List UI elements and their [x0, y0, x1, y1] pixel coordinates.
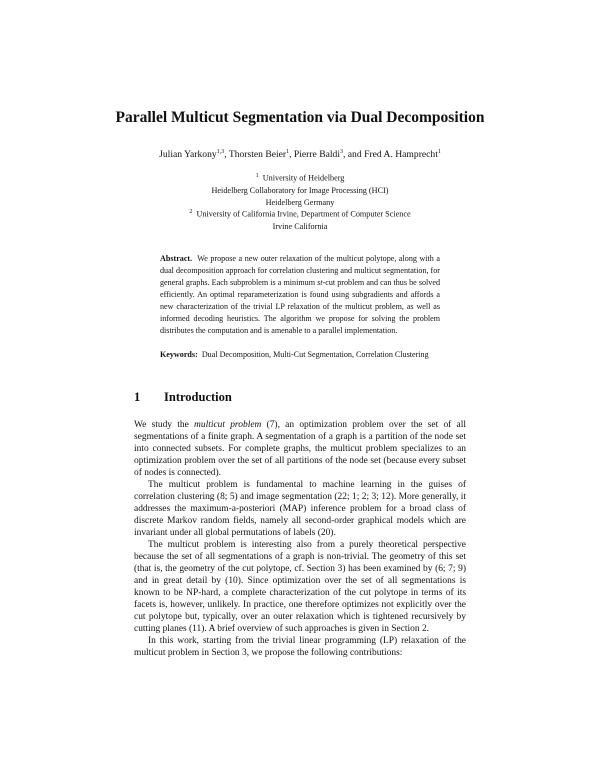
affiliation-line: Heidelberg Collaboratory for Image Processing (HCI): [211, 185, 389, 195]
affiliation-1: [0, 170, 600, 209]
abstract-text: We propose a new outer relaxation of the multicut polytope, along with a dual decomposition approach for correlation clustering and multicut segmentation, for general graphs. Each subproblem is a minimum: [160, 254, 440, 287]
author-list: [0, 149, 600, 160]
affiliation-line: Irvine California: [272, 221, 328, 231]
author-affiliation-mark: 1: [286, 149, 290, 155]
author-separator: ,: [224, 149, 229, 161]
body-text: [134, 419, 466, 659]
section-title: Introduction: [164, 390, 232, 404]
paragraph: [134, 419, 466, 479]
paper-title: Parallel Multicut Segmentation via Dual Decomposition: [115, 109, 485, 126]
abstract-text-cont: -cut problem and can thus be solved efficiently. An optimal reparameterization is found using subgradients and affords a new characterization of the trivial LP relaxation of the multicut problem, as well as informed decoding heuristics. The algorithm we propose for solving the problem distributes the computation and is amenable to a parallel implementation.: [160, 278, 440, 335]
keywords-label: Keywords:: [160, 350, 198, 359]
abstract-label: Abstract.: [160, 254, 193, 263]
section-heading: [134, 390, 232, 405]
author-affiliation-mark: 1,3: [216, 149, 225, 155]
author-name: Pierre Baldi: [293, 149, 340, 161]
keywords: [160, 349, 440, 361]
paragraph-emphasis: multicut problem: [194, 420, 262, 430]
author-affiliation-mark: 1: [437, 149, 441, 155]
author-name: Julian Yarkony: [159, 149, 217, 161]
section-number: 1: [134, 390, 141, 404]
abstract: [160, 253, 440, 337]
affiliation-mark: 2: [189, 209, 193, 215]
author-separator: , and: [343, 149, 365, 161]
author-name: Thorsten Beier: [228, 149, 287, 161]
abstract-emphasis: st: [317, 278, 323, 287]
paragraph: The multicut problem is interesting also from a purely theoretical perspective because the set of all segmentations of a graph is non-trivial. The geometry of this set (that is, the geometry of the cut polytope, cf. Section 3) has been examined by (6; 7; 9) and in great detail by (10). Since optimization over the set of all segmentations is known to be NP-hard, a complete characterization of the cut polytope in terms of its facets is, however, unlikely. In practice, one therefore optimizes not explicitly over the cut polytope but, typically, over an outer relaxation which is tightened recursively by cutting planes (11). A brief overview of such approaches is given in Section 2.: [134, 540, 466, 634]
affiliation-mark: 1: [255, 173, 259, 179]
affiliation-line: University of Heidelberg: [262, 173, 345, 183]
keywords-text: Dual Decomposition, Multi-Cut Segmentation, Correlation Clustering: [201, 350, 429, 359]
affiliation-2: [0, 206, 600, 233]
paragraph-text: We study the: [134, 420, 195, 430]
affiliation-line: Heidelberg Germany: [265, 197, 335, 207]
paragraph: In this work, starting from the trivial linear programming (LP) relaxation of the multicut problem in Section 3, we propose the following contributions:: [134, 636, 466, 658]
author-separator: ,: [289, 149, 294, 161]
paragraph: The multicut problem is fundamental to machine learning in the guises of correlation clustering (8; 5) and image segmentation (22; 1; 2; 3; 12). More generally, it addresses the maximum-a-posteriori (MAP) inference problem for a broad class of discrete Markov random fields, namely all second-order graphical models which are invariant under all global permutations of labels (20).: [134, 480, 466, 538]
paragraph-text-cont: (7), an optimization problem over the set of all segmentations of a finite graph. A segmentation of a graph is a partition of the node set into connected subsets. For complete graphs, the multicut problem specializes to an optimization problem over the set of all partitions of the node set (because every subset of nodes is connected).: [134, 420, 466, 478]
affiliation-line: University of California Irvine, Department of Computer Science: [196, 209, 411, 219]
author-name: Fred A. Hamprecht: [364, 149, 438, 161]
author-affiliation-mark: 3: [340, 149, 343, 155]
